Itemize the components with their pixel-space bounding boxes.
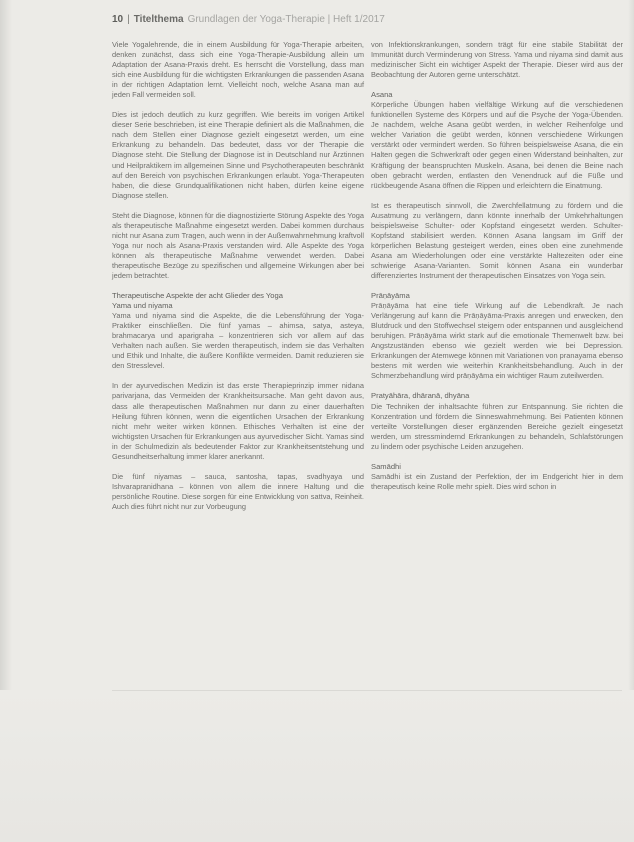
paragraph-gap	[371, 80, 623, 90]
header-separator: |	[127, 14, 130, 25]
body-paragraph: Samādhi ist ein Zustand der Perfektion, der im Endgericht hier in dem therapeutisch keine Rolle mehr spielt. Dies wird schon in	[371, 471, 623, 491]
subsection-heading: Asana	[371, 90, 393, 100]
left-text-column	[112, 40, 364, 512]
paragraph-gap	[112, 100, 364, 110]
body-paragraph: Viele Yogalehrende, die in einem Ausbildung für Yoga-Therapie arbeiten, denken zunächst, dass sich eine Yoga-Therapie-Ausbildung allein um Adaptation der Asana-Praxis dreht. Es herrscht die Vorstellung, dass man sich eine Ausbildung für die wichtigsten Erkrankungen die passenden Asana in der richtigen Adaptation lernt. Vielleicht noch, welche Asana man auf jeden Fall vermeiden soll.	[112, 40, 364, 100]
paragraph-gap	[112, 371, 364, 381]
body-paragraph: von Infektionskrankungen, sondern trägt für eine stabile Stabilität der Immunität durch Verminderung von Stress. Yama und niyama sind damit aus medizinischer Sicht ein wichtiger Aspekt der Therapie. Dieser wird aus der Beobachtung der Autoren gerne unterschätzt.	[371, 40, 623, 80]
subsection-heading: Samādhi	[371, 461, 401, 471]
paragraph-gap	[371, 281, 623, 291]
body-paragraph: Dies ist jedoch deutlich zu kurz gegriffen. Wie bereits im vorigen Artikel dieser Serie beschrieben, ist eine Therapie definiert als die Maßnahmen, die nach dem Stellen einer Diagnose gezielt eingesetzt werden, um eine Erkrankung zu behandeln. Das bedeutet, dass vor der Therapie die Diagnose steht. Die Stellung der Diagnose ist in Deutschland nur Ärztinnen und Heilpraktikern im allgemeinen Sinne und Psychotherapeuten beschränkt auf den Bereich von psychischen Erkrankungen erlaubt. Yoga-Therapeuten haben, die diese Grundqualifikationen nicht haben, dürfen keine eigene Diagnose stellen.	[112, 110, 364, 200]
body-paragraph: Die fünf niyamas – sauca, santosha, tapas, svadhyaya und Ishvarapranidhana – können von allem die innere Haltung und die persönliche Routine. Diese sorgen für eine Entwicklung von sattva, Reinheit. Auch dies führt nicht nur zur Vorbeugung	[112, 471, 364, 511]
page-header	[112, 14, 385, 25]
running-title: Grundlagen der Yoga-Therapie | Heft 1/2017	[187, 14, 385, 25]
subsection-heading: Prāṇāyāma	[371, 291, 410, 301]
page-number: 10	[112, 14, 124, 25]
body-paragraph: Prāṇāyāma hat eine tiefe Wirkung auf die Lebendkraft. Je nach Verlängerung auf kann die Prāṇāyāma-Praxis anregen und erwecken, den Blutdruck und den Stoffwechsel steigern oder entspannen und ausgleichend beruhigen. Prāṇāyāma wirkt stark auf die emotionale Themenwelt bzw. bei Angstzuständen ebenso wie gezielt werden wie bei Depression. Erkrankungen der Atemwege können mit Variationen von pranayama ebenso bestens mit werden wie weiterhin Krankheitsbehandlung. Auch in der Schmerzbehandlung wird prāṇāyāma ein wichtiger Raum zuteilwerden.	[371, 301, 623, 381]
paragraph-gap	[112, 201, 364, 211]
paragraph-gap	[371, 381, 623, 391]
paragraph-gap	[112, 462, 364, 472]
paragraph-gap	[371, 191, 623, 201]
body-paragraph: Ist es therapeutisch sinnvoll, die Zwerchfellatmung zu fördern und die Ausatmung zu verlängern, dann könnte innerhalb der Umkehrhaltungen beispielsweise Schulter- oder Kopfstand eingesetzt werden. Schulter-Kopfstand stabilisiert werden. Können Asana langsam im Griff der körperlichen Belastung gesteigert werden, eines oben eine zunehmende Asana am Wiederholungen oder eine verstärkte Haltezeiten oder eine schwierige Asana-Varianten. Somit können Asana ein wunderbar differenziertes Instrument der therapeutischen Einsatzes von Yoga sein.	[371, 200, 623, 280]
paragraph-gap	[112, 281, 364, 291]
body-paragraph: Körperliche Übungen haben vielfältige Wirkung auf die verschiedenen funktionellen Systeme des Körpers und auf die Psyche der Yoga-Übenden. Je nachdem, welche Asana geübt werden, in welcher Reihenfolge und welcher Variation die geübt werden, können verschiedene Wirkungen verstärkt oder vermindert werden. So führen beispielsweise Asana, die ein Halten gegen die Schwerkraft oder gegen einen Widerstand beinhalten, zur Kräftigung der beanspruchten Muskeln. Asana, bei denen die Beine nach oben gebracht werden, entlasten den Venendruck auf die Füße und rückbeugende Asana öffnen die Rippen und erleichtern die Einatmung.	[371, 100, 623, 190]
subsection-heading: Yama und niyama	[112, 301, 173, 311]
page-divider	[112, 690, 622, 691]
paragraph-gap	[371, 452, 623, 462]
section-heading: Therapeutische Aspekte der acht Glieder des Yoga	[112, 291, 283, 301]
body-paragraph: Steht die Diagnose, können für die diagnostizierte Störung Aspekte des Yoga als therapeutische Maßnahme eingesetzt werden. Dabei kommen durchaus nicht nur Asana zum Tragen, auch wenn in der Außenwahrnehmung kraftvoll Yoga nur noch als Asana-Praxis verstanden wird. Alle Aspekte des Yoga können als therapeutische Maßnahme verwendet werden. Dabei therapeutische Bezüge zu spezifischen und allgemeine Wirkungen aber bei jedem betrachtet.	[112, 210, 364, 280]
body-paragraph: Die Techniken der inhaltsachte führen zur Entspannung. Sie richten die Konzentration und fördern die Sinneswahrnehmung. Bei Patienten können verteilte Vorstellungen dieser ergänzenden Bereiche gezielt eingesetzt werden, um stressmindernd Erkrankungen zu behandeln, Schlafstörungen zu lindern oder psychische Leiden anzugehen.	[371, 401, 623, 451]
subsection-heading: Pratyāhāra, dhāranā, dhyāna	[371, 391, 470, 401]
blank-lower-page	[0, 690, 634, 842]
body-paragraph: In der ayurvedischen Medizin ist das erste Therapieprinzip immer nidana parivarjana, das Vermeiden der Krankheitsursache. Man geht davon aus, dass alle therapeutischen Maßnahmen nur dann zu einer dauerhaften Heilung führen können, wenn die eigentlichen Ursachen der Erkrankung nicht mehr weiter wirken können. Ethisches Verhalten ist eine der wichtigsten Ursachen für Erkrankungen aus ayurvedischer Sicht. Yamas sind in der Schulmedizin als bedeutender Faktor zur Krankheitsentstehung und Gesundheitserhaltung immer klarer anerkannt.	[112, 381, 364, 461]
section-title: Titelthema	[133, 14, 184, 25]
body-paragraph: Yama und niyama sind die Aspekte, die die Lebensführung der Yoga-Praktiker einschließen. Die fünf yamas – ahimsa, satya, asteya, brahmacarya und aparigraha – konzentrieren sich vor allem auf das Verhalten nach außen. Sie werden therapeutisch, indem sie das Verhalten und Ethik und Inhalte, die äußere Konflikte vermeiden. Damit reduzieren sie den Stresslevel.	[112, 311, 364, 371]
right-text-column	[371, 40, 623, 492]
